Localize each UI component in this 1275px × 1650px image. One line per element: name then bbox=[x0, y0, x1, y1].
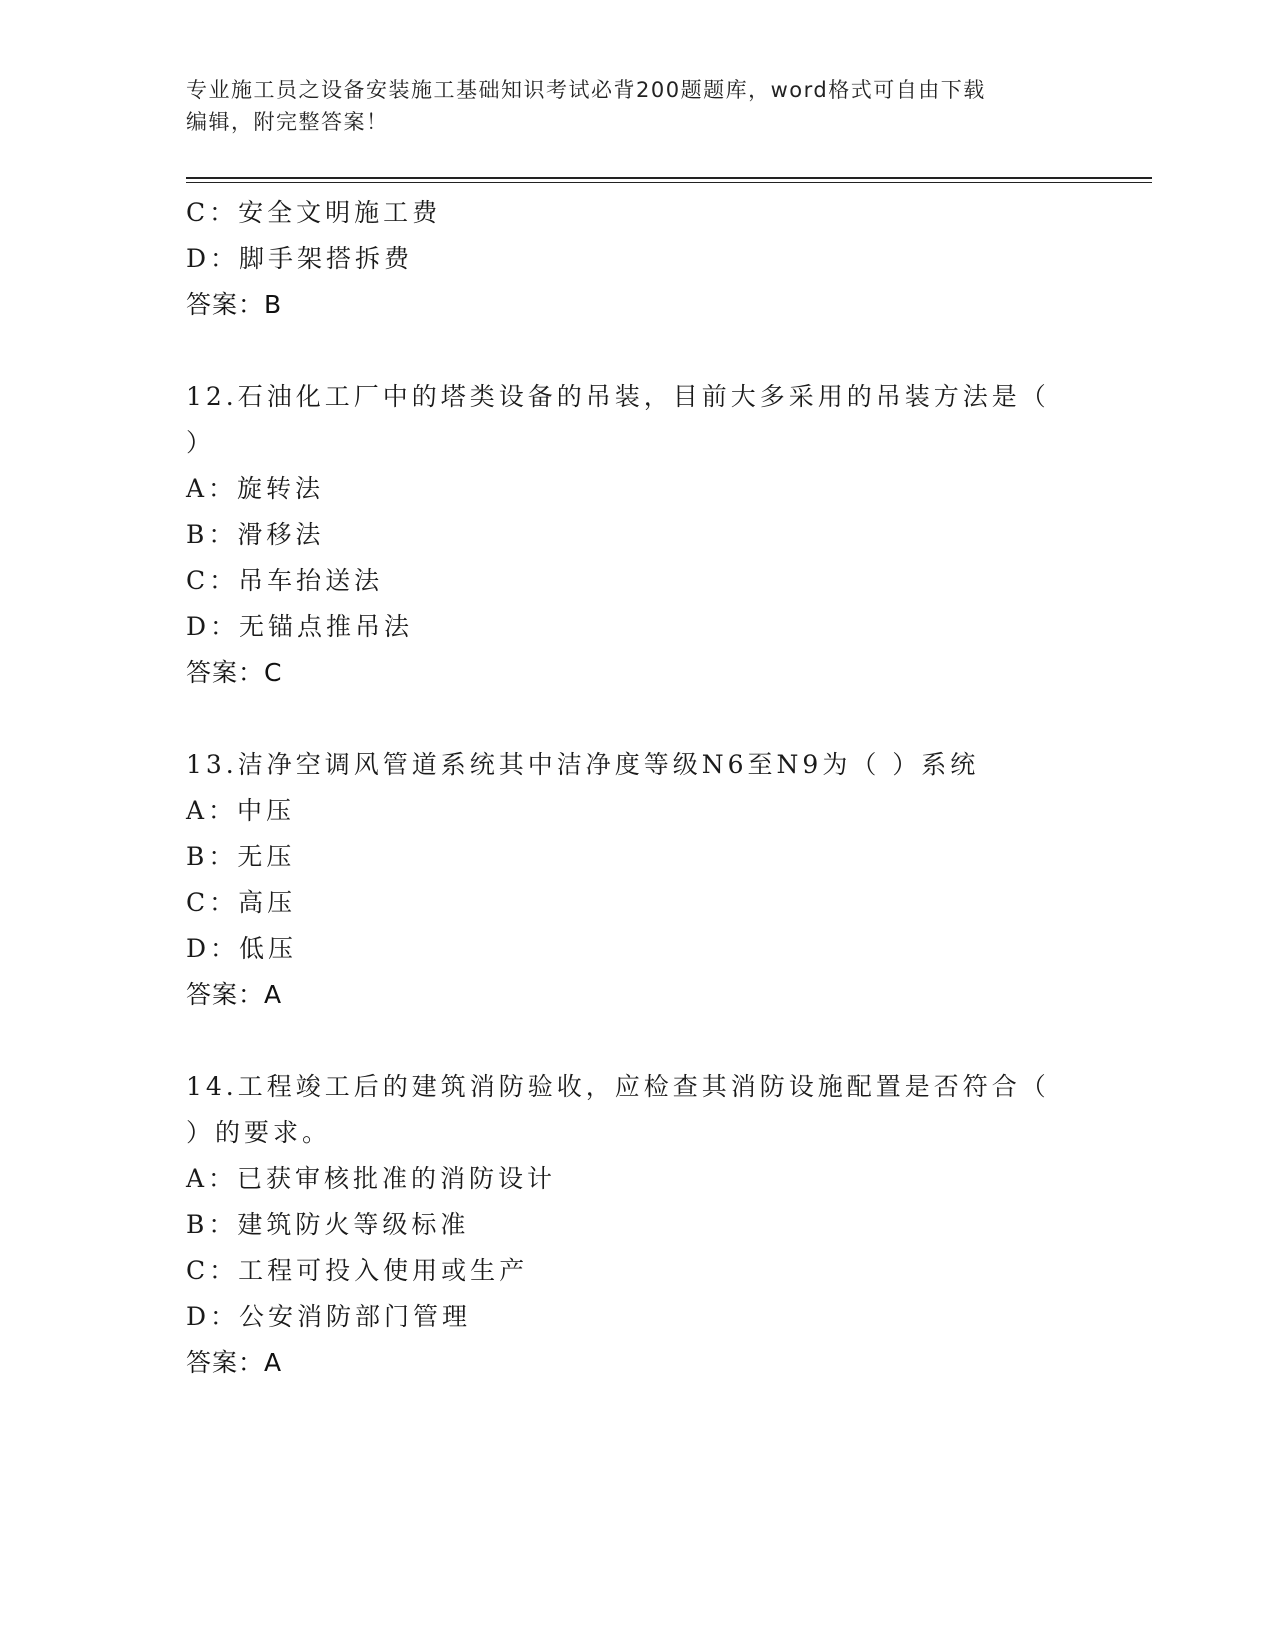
option-a: A：旋转法 bbox=[186, 474, 325, 503]
answer-line: 答案：A bbox=[186, 980, 283, 1009]
spacer bbox=[186, 328, 1086, 374]
header-rule-thin bbox=[186, 182, 1152, 183]
spacer bbox=[186, 1018, 1086, 1064]
option-d: D：脚手架搭拆费 bbox=[186, 244, 414, 273]
option-a: A：中压 bbox=[186, 796, 296, 825]
option-b: B：滑移法 bbox=[186, 520, 325, 549]
spacer bbox=[186, 696, 1086, 742]
answer-line: 答案：B bbox=[186, 290, 283, 319]
answer-line: 答案：A bbox=[186, 1348, 283, 1377]
document-header bbox=[186, 74, 1086, 138]
option-c: C：工程可投入使用或生产 bbox=[186, 1256, 529, 1285]
answer-line: 答案：C bbox=[186, 658, 283, 687]
option-c: C：高压 bbox=[186, 888, 297, 917]
header-line-2: 编辑，附完整答案！ bbox=[186, 110, 389, 134]
question-11-tail bbox=[186, 190, 1086, 328]
question-stem-continued: ） bbox=[186, 428, 216, 457]
header-rule-thick bbox=[186, 177, 1152, 179]
question-stem-continued: ）的要求。 bbox=[186, 1118, 332, 1147]
option-b: B：无压 bbox=[186, 842, 296, 871]
question-stem: 12.石油化工厂中的塔类设备的吊装，目前大多采用的吊装方法是（ bbox=[186, 382, 1050, 411]
option-d: D：无锚点推吊法 bbox=[186, 612, 414, 641]
option-b: B：建筑防火等级标准 bbox=[186, 1210, 470, 1239]
question-list bbox=[186, 190, 1086, 1386]
option-c: C：吊车抬送法 bbox=[186, 566, 384, 595]
question-13 bbox=[186, 742, 1086, 1018]
option-c: C：安全文明施工费 bbox=[186, 198, 442, 227]
question-12 bbox=[186, 374, 1086, 696]
question-14 bbox=[186, 1064, 1086, 1386]
option-d: D：公安消防部门管理 bbox=[186, 1302, 472, 1331]
option-a: A：已获审核批准的消防设计 bbox=[186, 1164, 557, 1193]
question-stem: 13.洁净空调风管道系统其中洁净度等级N6至N9为（ ）系统 bbox=[186, 750, 980, 779]
question-stem: 14.工程竣工后的建筑消防验收，应检查其消防设施配置是否符合（ bbox=[186, 1072, 1050, 1101]
option-d: D：低压 bbox=[186, 934, 298, 963]
header-line-1: 专业施工员之设备安装施工基础知识考试必背200题题库，word格式可自由下载 bbox=[186, 78, 986, 102]
